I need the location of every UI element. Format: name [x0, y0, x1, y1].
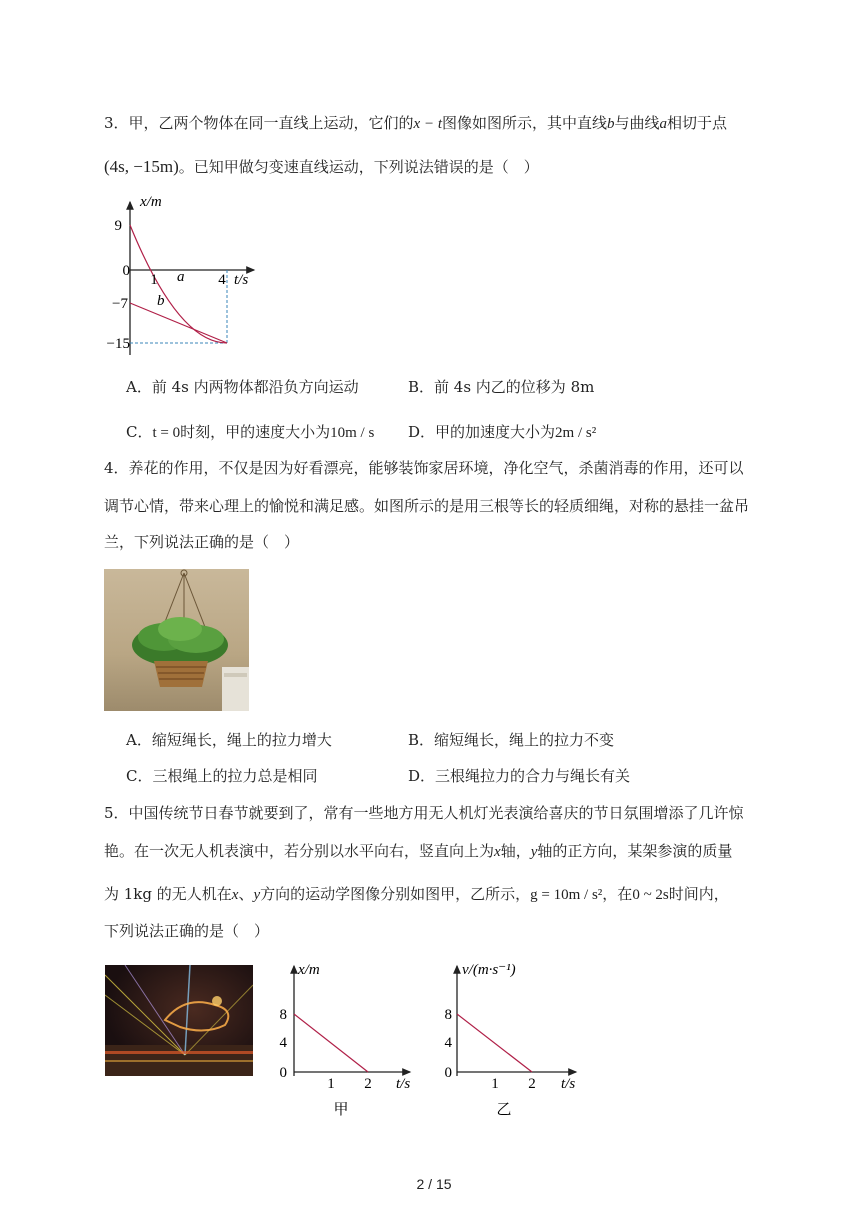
tick-minus7: −7 — [112, 296, 128, 312]
q3-opt-c-prefix: C． — [126, 423, 153, 441]
q3-option-c — [126, 422, 374, 443]
q5-line2 — [104, 841, 732, 862]
tick-2: 2 — [528, 1076, 536, 1092]
q5-y-symbol: y — [253, 887, 261, 903]
q4-line2: 调节心情，带来心理上的愉悦和满足感。如图所示的是用三根等长的轻质细绳，对称的悬挂一盆吊 — [104, 497, 750, 515]
q3-line2 — [104, 157, 539, 177]
q3-text: 。已知甲做匀变速直线运动，下列说法错误的是（ ） — [178, 158, 539, 176]
drone-show-illustration — [105, 965, 253, 1076]
q3-option-d — [408, 422, 596, 443]
q4-option-c: C．三根绳上的拉力总是相同 — [126, 767, 318, 785]
x-axis-label: t/s — [396, 1076, 411, 1092]
q5-line3 — [104, 884, 729, 905]
page-number: 2 / 15 — [416, 1176, 452, 1192]
hanging-plant-photo — [104, 569, 249, 711]
q5-graph-yi — [438, 958, 593, 1118]
q3-xt-symbol: x − t — [413, 116, 442, 132]
tick-4: 4 — [279, 1035, 287, 1051]
x-axis-label: t/s — [234, 272, 249, 288]
tick-1: 1 — [150, 272, 158, 288]
q3-b-symbol: b — [607, 116, 615, 132]
tick-2: 2 — [364, 1076, 372, 1092]
q3-opt-d-a: 2m / s² — [555, 425, 597, 441]
label-b: b — [157, 293, 165, 309]
q5-text: 时间内， — [668, 885, 729, 903]
tick-1: 1 — [491, 1076, 499, 1092]
q5-x-symbol: x — [494, 844, 501, 860]
q3-opt-c-t: t = 0 — [152, 425, 181, 441]
q3-text: 相切于点 — [667, 114, 728, 132]
hanging-plant-illustration — [104, 569, 249, 711]
q3-text: 图像如图所示，其中直线 — [442, 114, 608, 132]
q3-xt-graph — [104, 190, 274, 360]
y-axis-label: x/m — [298, 962, 320, 978]
tick-1: 1 — [327, 1076, 335, 1092]
q3-a-symbol: a — [659, 116, 668, 132]
q5-line4: 下列说法正确的是（ ） — [104, 922, 270, 940]
q5-text: 为 1kg 的无人机在 — [104, 885, 232, 903]
q5-time-range: 0 ~ 2s — [632, 887, 669, 903]
q3-text: 3．甲，乙两个物体在同一直线上运动，它们的 — [104, 114, 414, 132]
q5-line1: 5．中国传统节日春节就要到了，常有一些地方用无人机灯光表演给喜庆的节日氛围增添了几许惊 — [104, 804, 744, 822]
y-axis-label: x/m — [140, 194, 162, 210]
q3-point: (4s, −15m) — [104, 157, 179, 176]
drone-show-photo — [105, 965, 253, 1076]
q5-x-symbol: x — [231, 887, 239, 903]
q4-option-d: D．三根绳拉力的合力与绳长有关 — [408, 767, 631, 785]
q3-option-b: B．前 4s 内乙的位移为 8m — [408, 378, 595, 396]
caption-yi: 乙 — [496, 1100, 512, 1118]
tick-4: 4 — [444, 1035, 452, 1051]
tick-9: 9 — [114, 218, 122, 234]
q3-opt-d-text: D．甲的加速度大小为 — [408, 423, 556, 441]
q5-text: 轴， — [500, 842, 531, 860]
q3-option-a: A．前 4s 内两物体都沿负方向运动 — [126, 378, 359, 396]
y-axis-label: v/(m·s⁻¹) — [462, 962, 516, 978]
tick-4: 4 — [218, 272, 226, 288]
q5-graph-jia — [275, 958, 420, 1118]
tick-0: 0 — [122, 263, 130, 279]
graph-line — [457, 1014, 532, 1072]
q4-line1: 4．养花的作用，不仅是因为好看漂亮，能够装饰家居环境，净化空气，杀菌消毒的作用，还可以 — [104, 459, 744, 477]
q3-text: 与曲线 — [614, 114, 660, 132]
q5-text: 、 — [238, 885, 254, 903]
q3-opt-c-text: 时刻，甲的速度大小为 — [180, 423, 331, 441]
caption-jia: 甲 — [333, 1100, 349, 1118]
q4-option-a: A．缩短绳长，绳上的拉力增大 — [126, 731, 332, 749]
q3-opt-c-v: 10m / s — [330, 425, 375, 441]
tick-8: 8 — [444, 1007, 452, 1023]
tick-8: 8 — [279, 1007, 287, 1023]
q5-y-symbol: y — [530, 844, 538, 860]
q5-text: 轴的正方向，某架参演的质量 — [537, 842, 733, 860]
q5-text: ，在 — [602, 885, 633, 903]
q5-text: 方向的运动学图像分别如图甲，乙所示， — [260, 885, 531, 903]
q4-option-b: B．缩短绳长，绳上的拉力不变 — [408, 731, 615, 749]
x-axis-label: t/s — [561, 1076, 576, 1092]
q5-g-value: g = 10m / s² — [530, 887, 603, 903]
tick-minus15: −15 — [106, 336, 130, 352]
q5-text: 艳。在一次无人机表演中，若分别以水平向右，竖直向上为 — [104, 842, 495, 860]
tick-0: 0 — [279, 1065, 287, 1081]
graph-line — [294, 1014, 368, 1072]
label-a: a — [177, 269, 185, 285]
q3-line1 — [104, 113, 727, 134]
line-b — [130, 303, 227, 343]
q4-line3: 兰，下列说法正确的是（ ） — [104, 533, 300, 551]
tick-0: 0 — [444, 1065, 452, 1081]
